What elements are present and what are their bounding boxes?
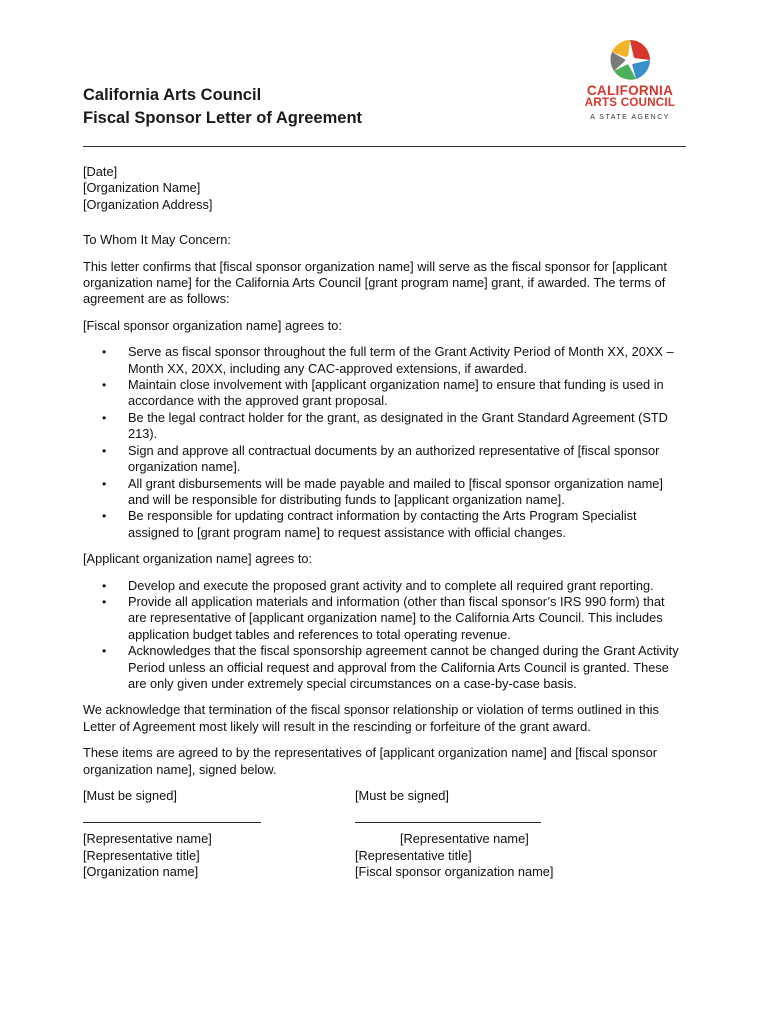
signature-line[interactable] [83, 822, 261, 823]
bullet-icon: • [102, 410, 107, 425]
signature-block [83, 788, 686, 888]
organization-name-field: [Organization Name] [83, 180, 201, 196]
bullet-icon: • [102, 345, 107, 360]
california-arts-council-logo [575, 38, 685, 126]
organization-address-field: [Organization Address] [83, 196, 213, 212]
bullet-icon: • [102, 378, 107, 393]
bullet-icon: • [102, 644, 107, 659]
title-line-document: Fiscal Sponsor Letter of Agreement [83, 109, 363, 127]
sponsor-signature-column [355, 788, 553, 881]
bullet-icon: • [102, 594, 107, 609]
list-item: • Be the legal contract holder for the grant, as designated in the Grant Standard Agreement (STD 213). [102, 409, 668, 442]
logo-tagline: A STATE AGENCY [590, 114, 670, 121]
list-item: • Serve as fiscal sponsor throughout the full term of the Grant Activity Period of Month XX, 20XX – Month XX, 20XX, including any CAC-approved extensions, if awarded. [102, 344, 674, 376]
sponsor-agreement-heading: [Fiscal sponsor organization name] agrees to: [83, 317, 342, 333]
title-line-organization: California Arts Council [83, 86, 262, 104]
header-divider [83, 146, 686, 147]
representative-name: [Representative name] [400, 831, 529, 847]
signature-line[interactable] [355, 822, 541, 823]
agreement-paragraph: These items are agreed to by the representatives of [applicant organization name] and [fiscal sponsor organization name], signed below. [83, 745, 658, 777]
list-item: • Be responsible for updating contract information by contacting the Arts Program Specialist assigned to [grant program name] to request assistance with official changes. [102, 508, 637, 540]
letter-body [83, 164, 686, 888]
list-item: • Provide all application materials and information (other than fiscal sponsor’s IRS 990 form) that are representative of [applicant organization name] to the California Arts Council. This includes application budget tables and references to total operating revenue. [102, 593, 665, 642]
applicant-terms-list [83, 578, 686, 693]
organization-name: [Organization name] [83, 864, 199, 880]
applicant-agreement-heading: [Applicant organization name] agrees to: [83, 551, 313, 567]
document-title [83, 84, 362, 130]
representative-title: [Representative title] [355, 847, 472, 863]
list-item: • Maintain close involvement with [applicant organization name] to ensure that funding is used in accordance with the approved grant proposal. [102, 377, 664, 409]
list-item: • Sign and approve all contractual documents by an authorized representative of [fiscal sponsor organization name]. [102, 442, 660, 475]
bullet-icon: • [102, 443, 107, 458]
list-item: • Develop and execute the proposed grant activity and to complete all required grant reporting. [102, 577, 654, 593]
representative-name: [Representative name] [83, 831, 212, 847]
applicant-signature-column [83, 788, 261, 881]
intro-paragraph: This letter confirms that [fiscal sponsor organization name] will serve as the fiscal sponsor for [applicant organization name] for the California Arts Council [grant program name] grant, if awarded. The terms of agreement are as follows: [83, 258, 667, 307]
termination-paragraph: We acknowledge that termination of the fiscal sponsor relationship or violation of terms outlined in this Letter of Agreement most likely will result in the rescinding or forfeiture of the grant award. [83, 702, 659, 734]
logo-wordmark-california: CALIFORNIA [586, 83, 674, 98]
list-item: • All grant disbursements will be made payable and mailed to [fiscal sponsor organization name] and will be responsible for distributing funds to [applicant organization name]. [102, 475, 663, 507]
must-be-signed-label: [Must be signed] [355, 788, 449, 803]
bullet-icon: • [102, 476, 107, 491]
logo-wordmark-arts-council: ARTS COUNCIL [584, 97, 676, 109]
fiscal-sponsor-organization-name: [Fiscal sponsor organization name] [355, 864, 554, 880]
bullet-icon: • [102, 509, 107, 524]
sponsor-terms-list [83, 344, 686, 541]
date-field: [Date] [83, 164, 118, 179]
list-item: • Acknowledges that the fiscal sponsorship agreement cannot be changed during the Grant Activity Period unless an official request and approval from the California Arts Council is granted. These are only given under extremely special circumstances on a case-by-case basis. [102, 643, 679, 691]
representative-title: [Representative title] [83, 847, 200, 863]
salutation: To Whom It May Concern: [83, 232, 231, 248]
logo-mark-icon [606, 38, 654, 84]
must-be-signed-label: [Must be signed] [83, 788, 177, 803]
bullet-icon: • [102, 578, 107, 593]
